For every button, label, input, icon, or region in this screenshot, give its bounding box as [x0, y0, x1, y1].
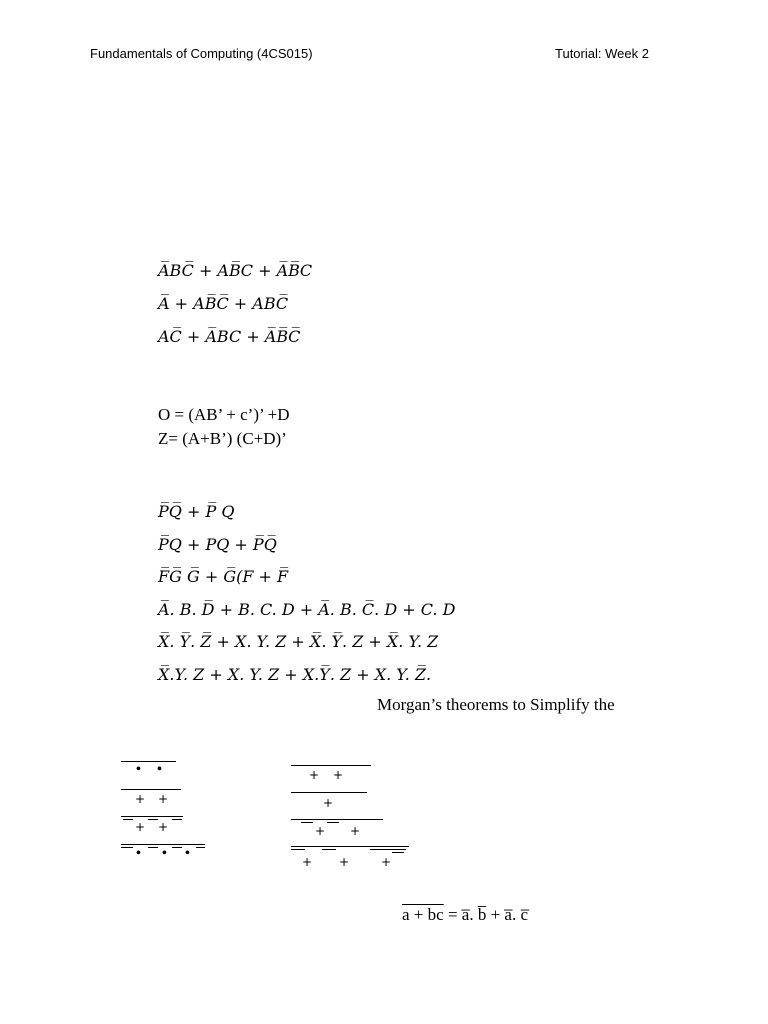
equation-rhs: = a̅. b̅ + a̅. c̅ — [447, 905, 528, 924]
plus-symbol: + — [315, 824, 326, 838]
plus-symbol: + — [158, 792, 169, 806]
equation-3: AC̅ + A̅BC + A̅B̅C̅ — [158, 327, 301, 346]
equation-pq-2: P̅Q + PQ + P̅Q̅ — [158, 535, 277, 554]
overline — [196, 847, 205, 848]
plus-symbol: + — [333, 768, 344, 782]
equation-pq-1: P̅Q̅ + P̅ Q — [158, 502, 235, 521]
overline — [121, 789, 181, 790]
overline — [121, 847, 133, 848]
plus-symbol: + — [309, 768, 320, 782]
overline — [370, 849, 406, 850]
plus-symbol: + — [339, 855, 350, 869]
overline — [121, 816, 183, 817]
overline — [121, 761, 176, 762]
overline — [172, 819, 182, 820]
plus-symbol: + — [350, 824, 361, 838]
overline — [291, 765, 371, 766]
overline — [291, 819, 383, 820]
overline — [327, 822, 339, 823]
equation-xyz-1: X̅. Y̅. Z̅ + X. Y. Z + X̅. Y̅. Z + X̅. Y. Z — [158, 632, 439, 651]
dot-symbol: • — [157, 762, 162, 777]
equation-1: A̅BC̅ + AB̅C + A̅B̅C — [158, 261, 313, 280]
plus-symbol: + — [302, 855, 313, 869]
dot-symbol: • — [162, 846, 167, 861]
overline — [121, 844, 205, 845]
de-morgan-equation — [402, 905, 528, 925]
header-tutorial-week: Tutorial: Week 2 — [555, 46, 649, 61]
plus-symbol: + — [135, 820, 146, 834]
overline — [291, 849, 305, 850]
plus-symbol: + — [158, 820, 169, 834]
dot-symbol: • — [136, 846, 141, 861]
equation-abcd: A̅. B. D̅ + B. C. D + A̅. B. C̅. D + C. D — [158, 600, 456, 619]
overline — [148, 819, 158, 820]
overline — [172, 847, 182, 848]
equation-lhs: a + bc — [402, 905, 444, 924]
header-course-title: Fundamentals of Computing (4CS015) — [90, 46, 313, 61]
overline — [392, 852, 404, 853]
overline — [291, 846, 409, 847]
equation-z: Z= (A+B’) (C+D)’ — [158, 429, 287, 448]
overline — [291, 792, 367, 793]
overline — [148, 847, 158, 848]
plus-symbol: + — [381, 855, 392, 869]
equation-fg: F̅G̅ G̅ + G̅(F + F̅ — [158, 567, 289, 586]
overline — [322, 849, 336, 850]
dot-symbol: • — [136, 762, 141, 777]
equation-xyz-2: X̅.Y. Z + X. Y. Z + X.Y̅. Z + X. Y. Z̅. — [158, 665, 432, 684]
dot-symbol: • — [185, 846, 190, 861]
equation-o: O = (AB’ + c’)’ +D — [158, 405, 290, 424]
equation-2: A̅ + AB̅C̅ + ABC̅ — [158, 294, 289, 313]
overline — [301, 822, 313, 823]
plus-symbol: + — [323, 796, 334, 810]
overline — [123, 819, 133, 820]
morgans-theorem-note: Morgan’s theorems to Simplify the — [377, 695, 615, 714]
plus-symbol: + — [135, 792, 146, 806]
